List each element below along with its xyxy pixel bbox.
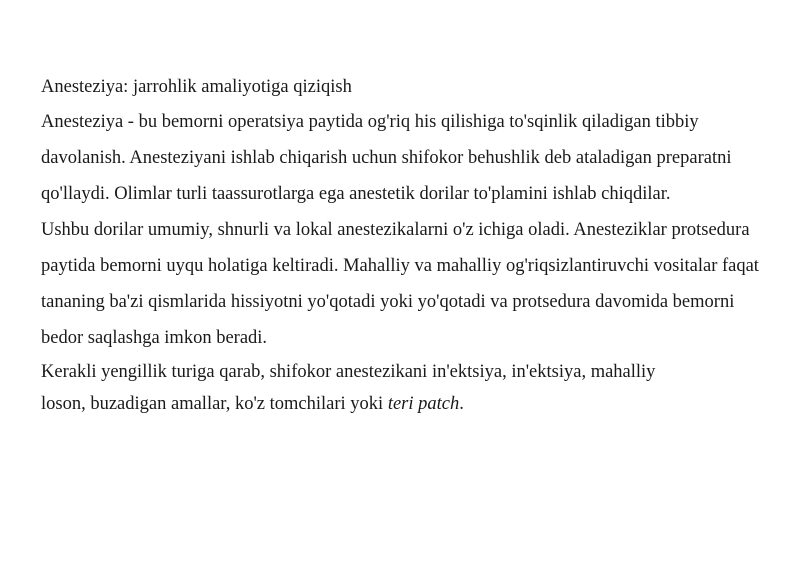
document-title: Anesteziya: jarrohlik amaliyotiga qiziqish <box>41 77 352 97</box>
document-page <box>41 74 761 422</box>
paragraph-3-line-1: Kerakli yengillik turiga qarab, shifokor anestezikani in'ektsiya, in'ektsiya, mahalliy <box>41 362 656 382</box>
paragraph-1: Anesteziya - bu bemorni operatsiya paytida og'riq his qilishiga to'sqinlik qiladigan tibbiy davolanish. Anesteziyani ishlab chiqarish uchun shifokor behushlik deb ataladigan preparatni qo'llaydi. Olimlar turli taassurotlarga ega anestetik dorilar to'plamini ishlab chiqdilar. <box>41 112 732 204</box>
paragraph-3-line-2 <box>41 386 761 422</box>
paragraph-3-text: loson, buzadigan amallar, ko'z tomchilari yoki <box>41 394 388 414</box>
paragraph-2: Ushbu dorilar umumiy, shnurli va lokal anestezikalarni o'z ichiga oladi. Anesteziklar protsedura paytida bemorni uyqu holatiga keltiradi. Mahalliy va mahalliy og'riqsizlantiruvchi vositalar faqat tananing ba'zi qismlarida hissiyotni yo'qotadi yoki yo'qotadi va protsedura davomida bemorni bedor saqlashga imkon beradi. <box>41 220 759 348</box>
italic-term: teri patch <box>387 394 460 414</box>
paragraph-3-end: . <box>459 394 464 414</box>
